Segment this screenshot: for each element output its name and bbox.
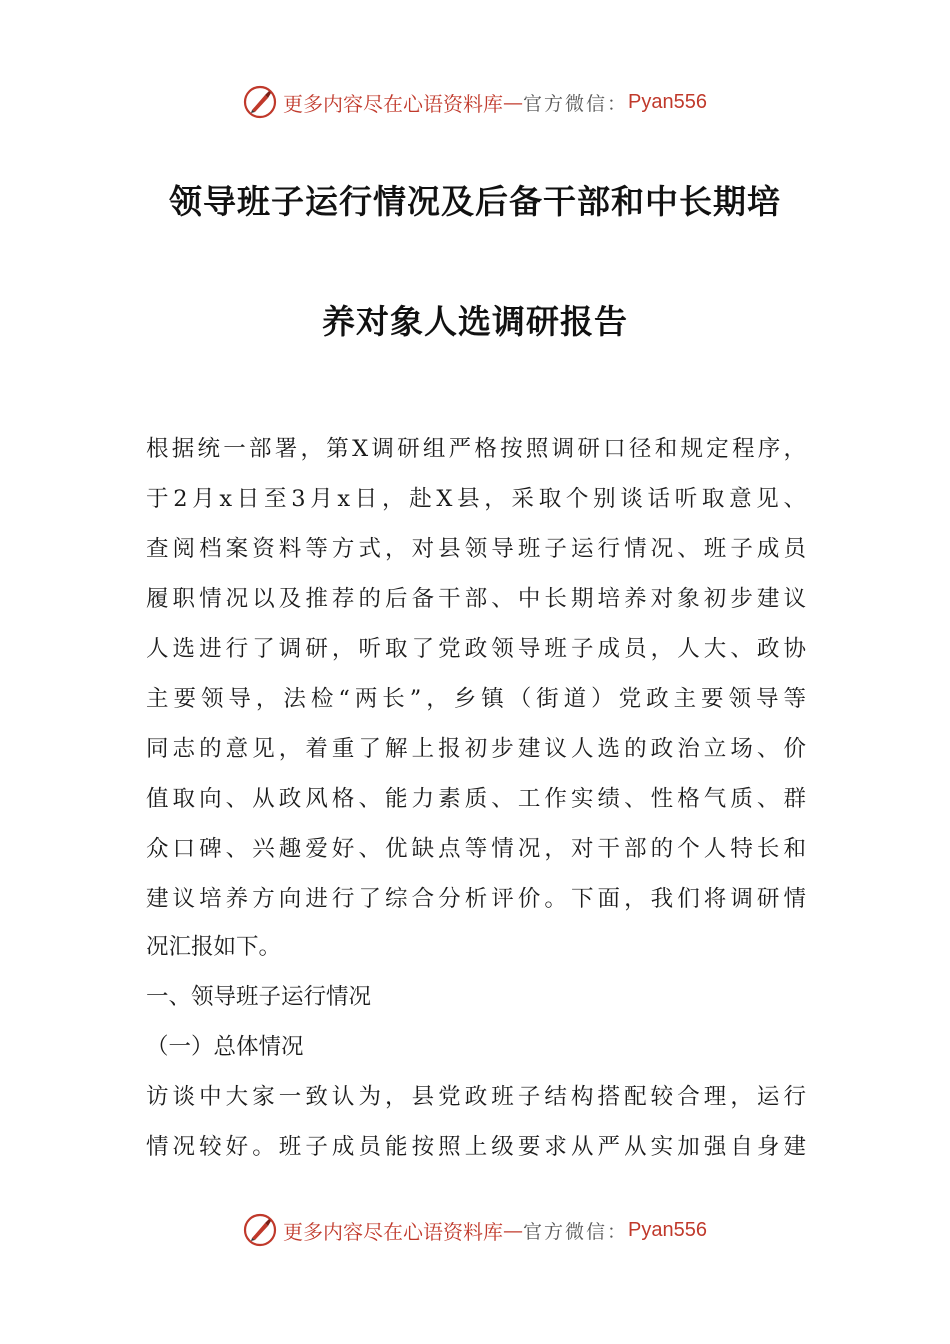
quill-pen-logo-icon (243, 85, 277, 119)
banner-wechat-label: 官方微信： (523, 92, 629, 115)
banner-wechat-label: 官方微信： (523, 1220, 629, 1243)
body-line: 主要领导，法检“两长”，乡镇（街道）党政主要领导等 (146, 686, 806, 712)
body-line: 情况较好。班子成员能按照上级要求从严从实加强自身建 (146, 1134, 806, 1160)
body-line: 访谈中大家一致认为，县党政班子结构搭配较合理，运行 (146, 1084, 806, 1110)
body-line: 众口碑、兴趣爱好、优缺点等情况，对干部的个人特长和 (146, 836, 806, 862)
banner-text: 更多内容尽在心语资料库 (283, 91, 503, 116)
body-line: 人选进行了调研，听取了党政领导班子成员，人大、政协 (146, 636, 806, 662)
banner-text: 更多内容尽在心语资料库 (283, 1219, 503, 1244)
body-line: 况汇报如下。 (146, 934, 282, 960)
document-title-line-2: 养对象人选调研报告 (322, 302, 628, 341)
body-line: 履职情况以及推荐的后备干部、中长期培养对象初步建议 (146, 586, 806, 612)
banner-wechat-id: Pyan556 (628, 1218, 707, 1241)
section-heading: 一、领导班子运行情况 (146, 984, 372, 1010)
banner-wechat-id: Pyan556 (628, 90, 707, 113)
body-line: 于2月x日至3月x日，赴X县，采取个别谈话听取意见、 (146, 486, 806, 512)
footer-watermark-banner (0, 1208, 950, 1252)
body-line: 建议培养方向进行了综合分析评价。下面，我们将调研情 (146, 886, 806, 912)
document-title-line-1: 领导班子运行情况及后备干部和中长期培 (169, 182, 781, 221)
body-line: 值取向、从政风格、能力素质、工作实绩、性格气质、群 (146, 786, 806, 812)
body-line: 同志的意见，着重了解上报初步建议人选的政治立场、价 (146, 736, 806, 762)
quill-pen-logo-icon (243, 1213, 277, 1247)
body-line: 根据统一部署，第X调研组严格按照调研口径和规定程序， (146, 436, 806, 462)
banner-separator: — (503, 90, 523, 114)
banner-separator: — (503, 1218, 523, 1242)
header-watermark-banner (0, 80, 950, 124)
body-line: 查阅档案资料等方式，对县领导班子运行情况、班子成员 (146, 536, 806, 562)
subsection-heading: （一）总体情况 (146, 1034, 304, 1060)
